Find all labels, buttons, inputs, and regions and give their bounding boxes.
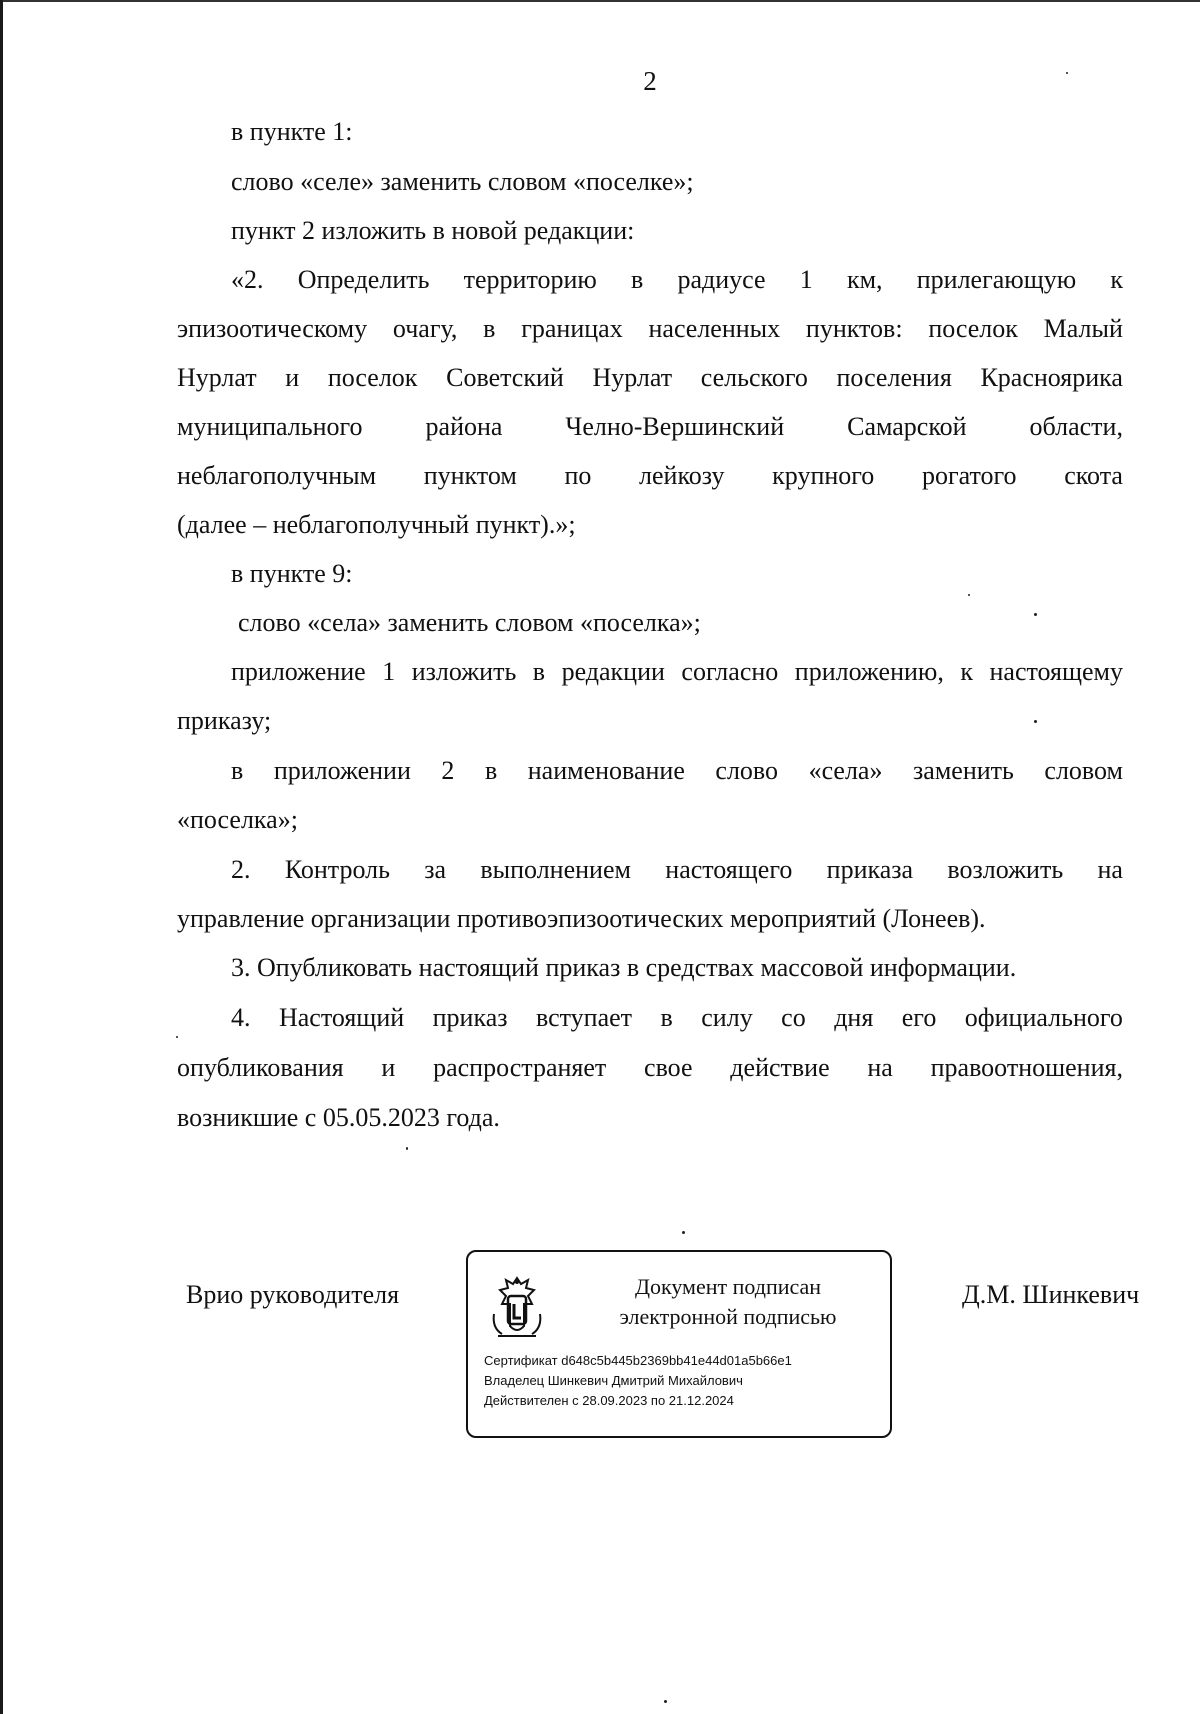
word: настоящему [989, 657, 1123, 686]
certificate-owner: Владелец Шинкевич Дмитрий Михайлович [484, 1373, 743, 1388]
text-line: в пункте 1: [231, 117, 353, 146]
word: за [424, 855, 447, 884]
word: км, [846, 265, 883, 294]
word: со [781, 1003, 806, 1032]
text-line-justified [177, 460, 1123, 492]
stamp-title [598, 1272, 858, 1332]
word: в [660, 1003, 673, 1032]
word: Самарской [847, 412, 967, 441]
word: в [231, 756, 244, 785]
scan-speck [406, 1147, 408, 1150]
word: и [381, 1053, 396, 1082]
word: Нурлат [592, 363, 673, 392]
word: границах [521, 314, 623, 343]
word: свое [644, 1053, 693, 1082]
word: согласно [681, 657, 779, 686]
word: словом [1044, 756, 1123, 785]
stamp-title-line1: Документ подписан [634, 1274, 822, 1299]
text-line: приказу; [177, 706, 272, 735]
scan-edge-left [0, 0, 3, 1714]
scan-speck [1066, 72, 1068, 74]
scan-speck [664, 1700, 667, 1703]
text-line: 3. Опубликовать настоящий приказ в средствах массовой информации. [231, 953, 1017, 982]
word: приложение [231, 657, 366, 686]
word: радиусе [677, 265, 766, 294]
word: поселок [928, 314, 1018, 343]
word: его [901, 1003, 937, 1032]
word: дня [834, 1003, 874, 1032]
word: области, [1029, 412, 1123, 441]
word: на [1097, 855, 1123, 884]
word: в [532, 657, 546, 686]
word: официального [964, 1003, 1123, 1032]
scan-speck [1034, 613, 1037, 616]
text-line-justified [177, 313, 1123, 345]
word: к [960, 657, 973, 686]
scan-speck [176, 1036, 178, 1038]
word: редакции [561, 657, 665, 686]
word: неблагополучным [177, 461, 377, 490]
word: эпизоотическому [177, 314, 368, 343]
word: заменить [913, 756, 1014, 785]
scan-speck [968, 594, 970, 596]
text-line: слово «села» заменить словом «поселка»; [238, 608, 701, 637]
word: очагу, [392, 314, 458, 343]
word: крупного [772, 461, 875, 490]
word: силу [701, 1003, 753, 1032]
word: пунктов: [805, 314, 903, 343]
word: населенных [648, 314, 781, 343]
word: муниципального [177, 412, 363, 441]
word: в [631, 265, 644, 294]
word: Контроль [284, 855, 390, 884]
word: возложить [947, 855, 1064, 884]
text-line-justified [231, 1002, 1123, 1034]
word: приложении [273, 756, 411, 785]
word: на [867, 1053, 893, 1082]
word: 4. [231, 1003, 251, 1032]
text-line-justified [231, 656, 1123, 688]
text-line-justified [177, 411, 1123, 443]
word: по [564, 461, 592, 490]
word: распространяет [433, 1053, 607, 1082]
electronic-signature-stamp [466, 1250, 892, 1438]
word: наименование [527, 756, 685, 785]
signer-position: Врио руководителя [186, 1280, 400, 1309]
text-line: в пункте 9: [231, 559, 353, 588]
word: Нурлат [177, 363, 257, 392]
scan-edge-top [0, 0, 1200, 2]
text-line: «поселка»; [177, 805, 298, 834]
text-line: управление организации противоэпизоотических мероприятий (Лонеев). [177, 904, 986, 933]
text-line: пункт 2 изложить в новой редакции: [231, 216, 635, 245]
word: скота [1064, 461, 1123, 490]
word: 1 [382, 657, 396, 686]
coat-of-arms-icon [488, 1274, 546, 1340]
word: в [483, 314, 496, 343]
text-line: слово «селе» заменить словом «поселке»; [231, 167, 694, 196]
word: «села» [808, 756, 883, 785]
word: пунктом [423, 461, 517, 490]
word: Красноярика [980, 363, 1123, 392]
word: вступает [536, 1003, 633, 1032]
page-number: 2 [643, 66, 657, 96]
certificate-validity: Действителен с 28.09.2023 по 21.12.2024 [484, 1393, 734, 1408]
word: приложению, [794, 657, 944, 686]
signer-name: Д.М. Шинкевич [962, 1280, 1140, 1309]
word: 2. [231, 855, 251, 884]
word: «2. [231, 265, 264, 294]
word: Малый [1043, 314, 1123, 343]
word: лейкозу [639, 461, 725, 490]
text-line: возникшие с 05.05.2023 года. [177, 1103, 500, 1132]
certificate-id: Сертификат d648c5b445b2369bb41e44d01a5b66e1 [484, 1353, 792, 1368]
word: Определить [297, 265, 430, 294]
text-line-justified [231, 854, 1123, 886]
word: 1 [799, 265, 813, 294]
word: действие [730, 1053, 830, 1082]
word: правоотношения, [930, 1053, 1123, 1082]
scan-speck [682, 1231, 685, 1234]
word: Советский [446, 363, 564, 392]
word: настоящего [665, 855, 793, 884]
word: территорию [463, 265, 597, 294]
text-line-justified [177, 1052, 1123, 1084]
word: поселок [327, 363, 418, 392]
scan-speck [1034, 720, 1037, 723]
word: слово [715, 756, 779, 785]
text-line: (далее – неблагополучный пункт).»; [177, 510, 576, 539]
word: прилегающую [916, 265, 1077, 294]
word: Челно-Вершинский [565, 412, 785, 441]
word: в [484, 756, 498, 785]
text-line-justified [231, 755, 1123, 787]
word: изложить [411, 657, 517, 686]
word: приказа [826, 855, 914, 884]
stamp-title-line2: электронной подписью [619, 1304, 837, 1329]
word: района [425, 412, 503, 441]
word: приказ [432, 1003, 508, 1032]
word: поселения [836, 363, 952, 392]
word: опубликования [177, 1053, 344, 1082]
word: рогатого [921, 461, 1017, 490]
word: выполнением [480, 855, 631, 884]
word: 2 [441, 756, 455, 785]
word: сельского [700, 363, 808, 392]
text-line-justified [231, 264, 1123, 296]
word: Настоящий [278, 1003, 405, 1032]
word: к [1110, 265, 1123, 294]
text-line-justified [177, 362, 1123, 394]
word: и [285, 363, 300, 392]
